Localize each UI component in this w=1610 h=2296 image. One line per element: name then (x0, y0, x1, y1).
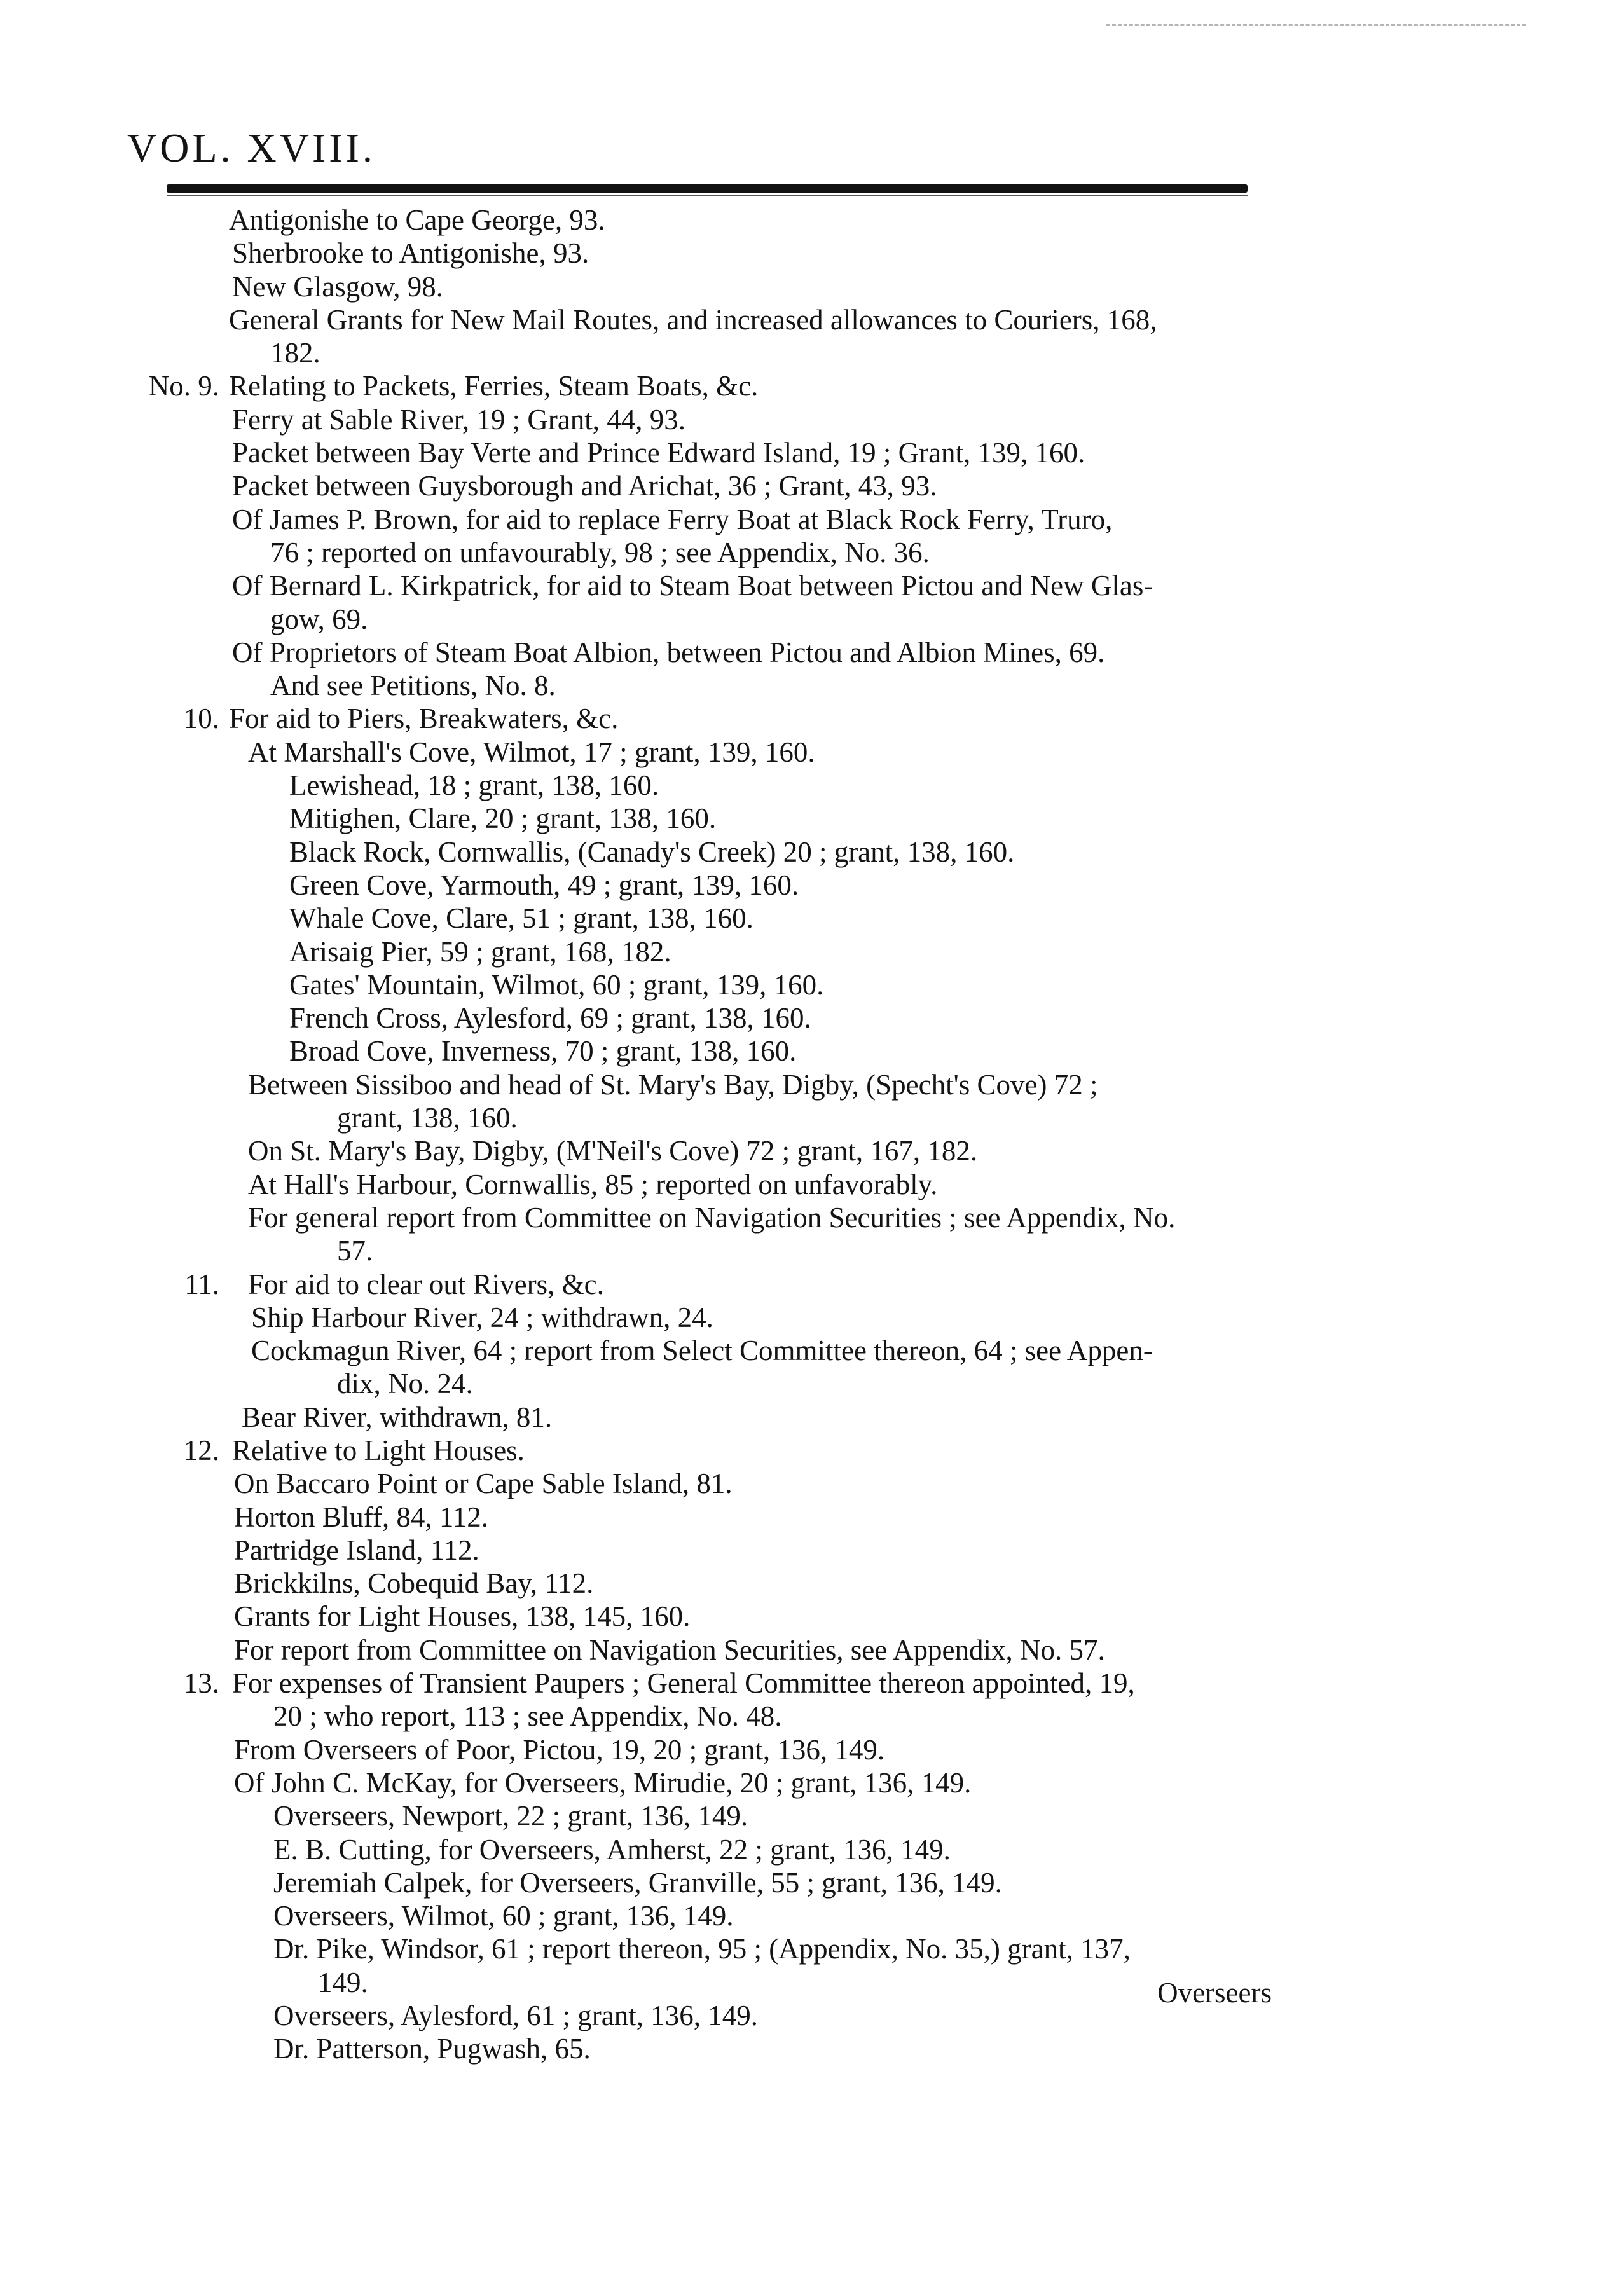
entry-text: 20 ; who report, 113 ; see Appendix, No. 48. (273, 1700, 782, 1733)
entry-text: Antigonishe to Cape George, 93. (229, 204, 605, 236)
entry-text: Relating to Packets, Ferries, Steam Boats, &c. (229, 370, 759, 402)
entry-text: For aid to clear out Rivers, &c. (248, 1268, 604, 1300)
index-line (0, 1234, 1610, 1267)
entry-text: For report from Committee on Navigation Securities, see Appendix, No. 57. (234, 1633, 1105, 1666)
header-rule-thin (167, 195, 1248, 196)
index-line (0, 569, 1610, 602)
entry-text: gow, 69. (270, 603, 368, 635)
entry-text: Lewishead, 18 ; grant, 138, 160. (289, 769, 659, 802)
entry-text: Horton Bluff, 84, 112. (234, 1501, 488, 1533)
entry-text: Ferry at Sable River, 19 ; Grant, 44, 93. (232, 403, 686, 436)
index-line (0, 1101, 1610, 1134)
entry-text: Overseers, Newport, 22 ; grant, 136, 149. (273, 1800, 748, 1832)
index-line (0, 503, 1610, 536)
entry-text: Mitighen, Clare, 20 ; grant, 138, 160. (289, 802, 717, 835)
entry-text: Brickkilns, Cobequid Bay, 112. (234, 1567, 594, 1600)
entry-number: 12. (183, 1434, 219, 1466)
entry-number: 11. (184, 1268, 219, 1300)
entry-text: Overseers, Wilmot, 60 ; grant, 136, 149. (273, 1900, 734, 1932)
index-line (0, 935, 1610, 968)
entry-text: 76 ; reported on unfavourably, 98 ; see Appendix, No. 36. (270, 536, 930, 568)
entry-text: And see Petitions, No. 8. (270, 670, 556, 702)
entry-number: No. 9. (148, 370, 219, 402)
index-line (0, 1068, 1610, 1101)
index-line (0, 303, 1610, 336)
index-line (0, 902, 1610, 935)
index-line (0, 769, 1610, 802)
index-line (0, 1766, 1610, 1799)
entry-text: Dr. Pike, Windsor, 61 ; report thereon, 95 ; (Appendix, No. 35,) grant, 137, (273, 1933, 1131, 1965)
entry-text: 182. (270, 337, 320, 369)
index-line (0, 802, 1610, 835)
index-line (0, 1334, 1610, 1367)
index-line (0, 1567, 1610, 1600)
entry-text: Overseers, Aylesford, 61 ; grant, 136, 149. (273, 2000, 758, 2032)
entry-text: 57. (337, 1235, 373, 1267)
index-line (0, 702, 1610, 735)
volume-header: VOL. XVIII. (127, 125, 376, 170)
index-line (0, 436, 1610, 469)
entry-text: Partridge Island, 112. (234, 1534, 479, 1566)
entry-text: Broad Cove, Inverness, 70 ; grant, 138, 160. (289, 1035, 797, 1068)
index-line (0, 237, 1610, 270)
entry-text: Of Proprietors of Steam Boat Albion, between Pictou and Albion Mines, 69. (232, 636, 1105, 668)
entry-number: 13. (183, 1667, 219, 1700)
index-line (0, 1467, 1610, 1500)
index-line (0, 636, 1610, 669)
entry-text: General Grants for New Mail Routes, and increased allowances to Couriers, 168, (229, 303, 1157, 336)
index-line (0, 336, 1610, 369)
index-line (0, 270, 1610, 303)
entry-text: On St. Mary's Bay, Digby, (M'Neil's Cove) 72 ; grant, 167, 182. (248, 1135, 978, 1167)
entry-text: At Marshall's Cove, Wilmot, 17 ; grant, 139, 160. (248, 736, 815, 768)
entry-text: At Hall's Harbour, Cornwallis, 85 ; reported on unfavorably. (248, 1168, 938, 1200)
top-margin-marks (1106, 24, 1526, 26)
index-line (0, 1301, 1610, 1334)
index-line (0, 469, 1610, 502)
entry-text: Bear River, withdrawn, 81. (242, 1401, 553, 1433)
index-line (0, 1966, 1610, 1999)
index-line (0, 1501, 1610, 1534)
index-line (0, 1733, 1610, 1766)
index-line (0, 369, 1610, 402)
entry-text: Black Rock, Cornwallis, (Canady's Creek) 20 ; grant, 138, 160. (289, 835, 1015, 868)
index-line (0, 1035, 1610, 1068)
index-line (0, 1667, 1610, 1700)
index-line (0, 835, 1610, 869)
index-line (0, 1001, 1610, 1035)
index-line (0, 203, 1610, 237)
entry-text: Of John C. McKay, for Overseers, Mirudie, 20 ; grant, 136, 149. (234, 1766, 972, 1799)
index-line (0, 403, 1610, 436)
index-line (0, 669, 1610, 702)
entry-text: E. B. Cutting, for Overseers, Amherst, 22 ; grant, 136, 149. (273, 1833, 951, 1866)
entry-text: Packet between Guysborough and Arichat, 36 ; Grant, 43, 93. (232, 470, 937, 502)
index-line (0, 603, 1610, 636)
index-line (0, 869, 1610, 902)
index-line (0, 1168, 1610, 1201)
entry-text: 149. (318, 1966, 368, 1998)
index-line (0, 1600, 1610, 1633)
index-entries (0, 203, 1610, 2066)
entry-text: dix, No. 24. (337, 1368, 473, 1400)
index-line (0, 1134, 1610, 1167)
entry-text: Relative to Light Houses. (232, 1434, 525, 1466)
entry-text: Whale Cove, Clare, 51 ; grant, 138, 160. (289, 902, 753, 935)
index-line (0, 1700, 1610, 1733)
index-line (0, 1932, 1610, 1965)
index-line (0, 1866, 1610, 1899)
entry-text: Packet between Bay Verte and Prince Edward Island, 19 ; Grant, 139, 160. (232, 437, 1085, 469)
entry-text: From Overseers of Poor, Pictou, 19, 20 ; grant, 136, 149. (234, 1733, 885, 1766)
entry-text: For general report from Committee on Navigation Securities ; see Appendix, No. (248, 1201, 1176, 1234)
entry-text: Between Sissiboo and head of St. Mary's Bay, Digby, (Specht's Cove) 72 ; (248, 1068, 1098, 1101)
index-line (0, 968, 1610, 1001)
entry-text: Sherbrooke to Antigonishe, 93. (232, 237, 589, 270)
index-line (0, 1434, 1610, 1467)
entry-text: Green Cove, Yarmouth, 49 ; grant, 139, 160. (289, 869, 799, 901)
index-line (0, 2032, 1610, 2065)
entry-text: grant, 138, 160. (337, 1102, 518, 1134)
catchword: Overseers (1157, 1977, 1272, 2009)
index-line (0, 736, 1610, 769)
index-line (0, 1534, 1610, 1567)
entry-text: Gates' Mountain, Wilmot, 60 ; grant, 139, 160. (289, 968, 824, 1001)
index-line (0, 1899, 1610, 1932)
index-line (0, 1633, 1610, 1667)
entry-text: Cockmagun River, 64 ; report from Select Committee thereon, 64 ; see Appen- (251, 1335, 1153, 1367)
index-line (0, 1201, 1610, 1234)
entry-text: French Cross, Aylesford, 69 ; grant, 138, 160. (289, 1002, 811, 1035)
index-line (0, 1367, 1610, 1400)
entry-number: 10. (183, 703, 219, 735)
index-line (0, 1799, 1610, 1832)
entry-text: For aid to Piers, Breakwaters, &c. (229, 703, 619, 735)
entry-text: Grants for Light Houses, 138, 145, 160. (234, 1600, 691, 1633)
entry-text: On Baccaro Point or Cape Sable Island, 81. (234, 1468, 733, 1500)
index-line (0, 1401, 1610, 1434)
index-line (0, 1268, 1610, 1301)
entry-text: Of James P. Brown, for aid to replace Ferry Boat at Black Rock Ferry, Truro, (232, 503, 1113, 535)
entry-text: New Glasgow, 98. (232, 270, 444, 303)
entry-text: Jeremiah Calpek, for Overseers, Granville, 55 ; grant, 136, 149. (273, 1866, 1002, 1899)
index-line (0, 536, 1610, 569)
entry-text: Of Bernard L. Kirkpatrick, for aid to Steam Boat between Pictou and New Glas- (232, 570, 1153, 602)
entry-text: Dr. Patterson, Pugwash, 65. (273, 2033, 591, 2065)
index-line (0, 1833, 1610, 1866)
index-line (0, 1999, 1610, 2032)
entry-text: For expenses of Transient Paupers ; General Committee thereon appointed, 19, (232, 1667, 1135, 1700)
header-rule (167, 184, 1248, 193)
entry-text: Arisaig Pier, 59 ; grant, 168, 182. (289, 935, 671, 968)
entry-text: Ship Harbour River, 24 ; withdrawn, 24. (251, 1301, 713, 1333)
